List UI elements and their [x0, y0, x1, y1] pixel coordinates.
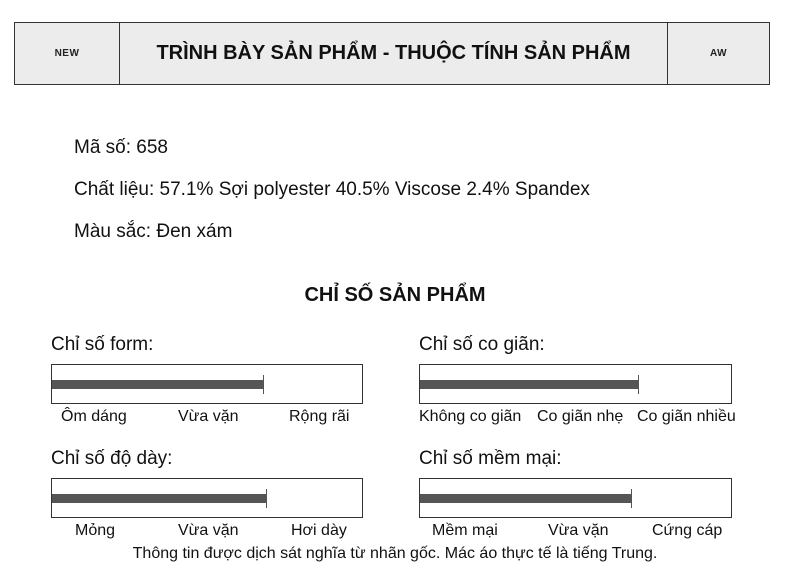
metric-thickness-scale-mid: Vừa vặn [178, 522, 239, 539]
metric-stretch-scale [419, 408, 736, 430]
metric-softness-scale-high: Cứng cáp [652, 522, 723, 539]
metric-stretch-scale-low: Không co giãn [419, 408, 522, 425]
metric-stretch-scale-high: Co giãn nhiều [637, 408, 736, 425]
metric-thickness [51, 446, 363, 544]
metric-stretch-fill [420, 380, 638, 389]
attr-color: Màu sắc: Đen xám [74, 221, 233, 242]
header-banner [14, 22, 770, 85]
metric-thickness-scale [51, 522, 363, 544]
section-title: CHỈ SỐ SẢN PHẨM [304, 284, 486, 306]
metric-softness-scale-mid: Vừa vặn [548, 522, 609, 539]
metric-form-scale [51, 408, 363, 430]
metric-softness-label: Chỉ số mềm mại: [419, 448, 562, 469]
metric-thickness-fill [52, 494, 266, 503]
metric-softness [419, 446, 732, 544]
metric-form [51, 332, 363, 430]
attr-code: Mã số: 658 [74, 137, 168, 158]
metric-form-bar [51, 364, 363, 404]
footnote: Thông tin được dịch sát nghĩa từ nhãn gốc. Mác áo thực tế là tiếng Trung. [132, 545, 658, 562]
metric-form-scale-mid: Vừa vặn [178, 408, 239, 425]
metric-thickness-label: Chỉ số độ dày: [51, 448, 173, 469]
metric-stretch-label: Chỉ số co giãn: [419, 334, 545, 355]
header-title: TRÌNH BÀY SẢN PHẨM - THUỘC TÍNH SẢN PHẨM [156, 42, 631, 64]
attr-material: Chất liệu: 57.1% Sợi polyester 40.5% Viscose 2.4% Spandex [74, 179, 590, 200]
metric-softness-scale-low: Mềm mại [432, 522, 498, 539]
metric-softness-scale [419, 522, 732, 544]
metric-stretch-bar [419, 364, 732, 404]
metric-thickness-scale-low: Mỏng [75, 522, 116, 539]
metric-thickness-scale-high: Hơi dày [291, 522, 347, 539]
metric-softness-fill [420, 494, 631, 503]
metric-form-scale-low: Ôm dáng [61, 408, 127, 425]
metric-stretch [419, 332, 736, 430]
header-right-tag: AW [667, 23, 769, 84]
metric-form-label: Chỉ số form: [51, 334, 154, 355]
header-left-tag: NEW [15, 23, 120, 84]
metric-form-scale-high: Rộng rãi [289, 408, 350, 425]
metric-stretch-scale-mid: Co giãn nhẹ [537, 408, 624, 425]
metric-form-fill [52, 380, 263, 389]
metric-thickness-bar [51, 478, 363, 518]
metric-softness-bar [419, 478, 732, 518]
